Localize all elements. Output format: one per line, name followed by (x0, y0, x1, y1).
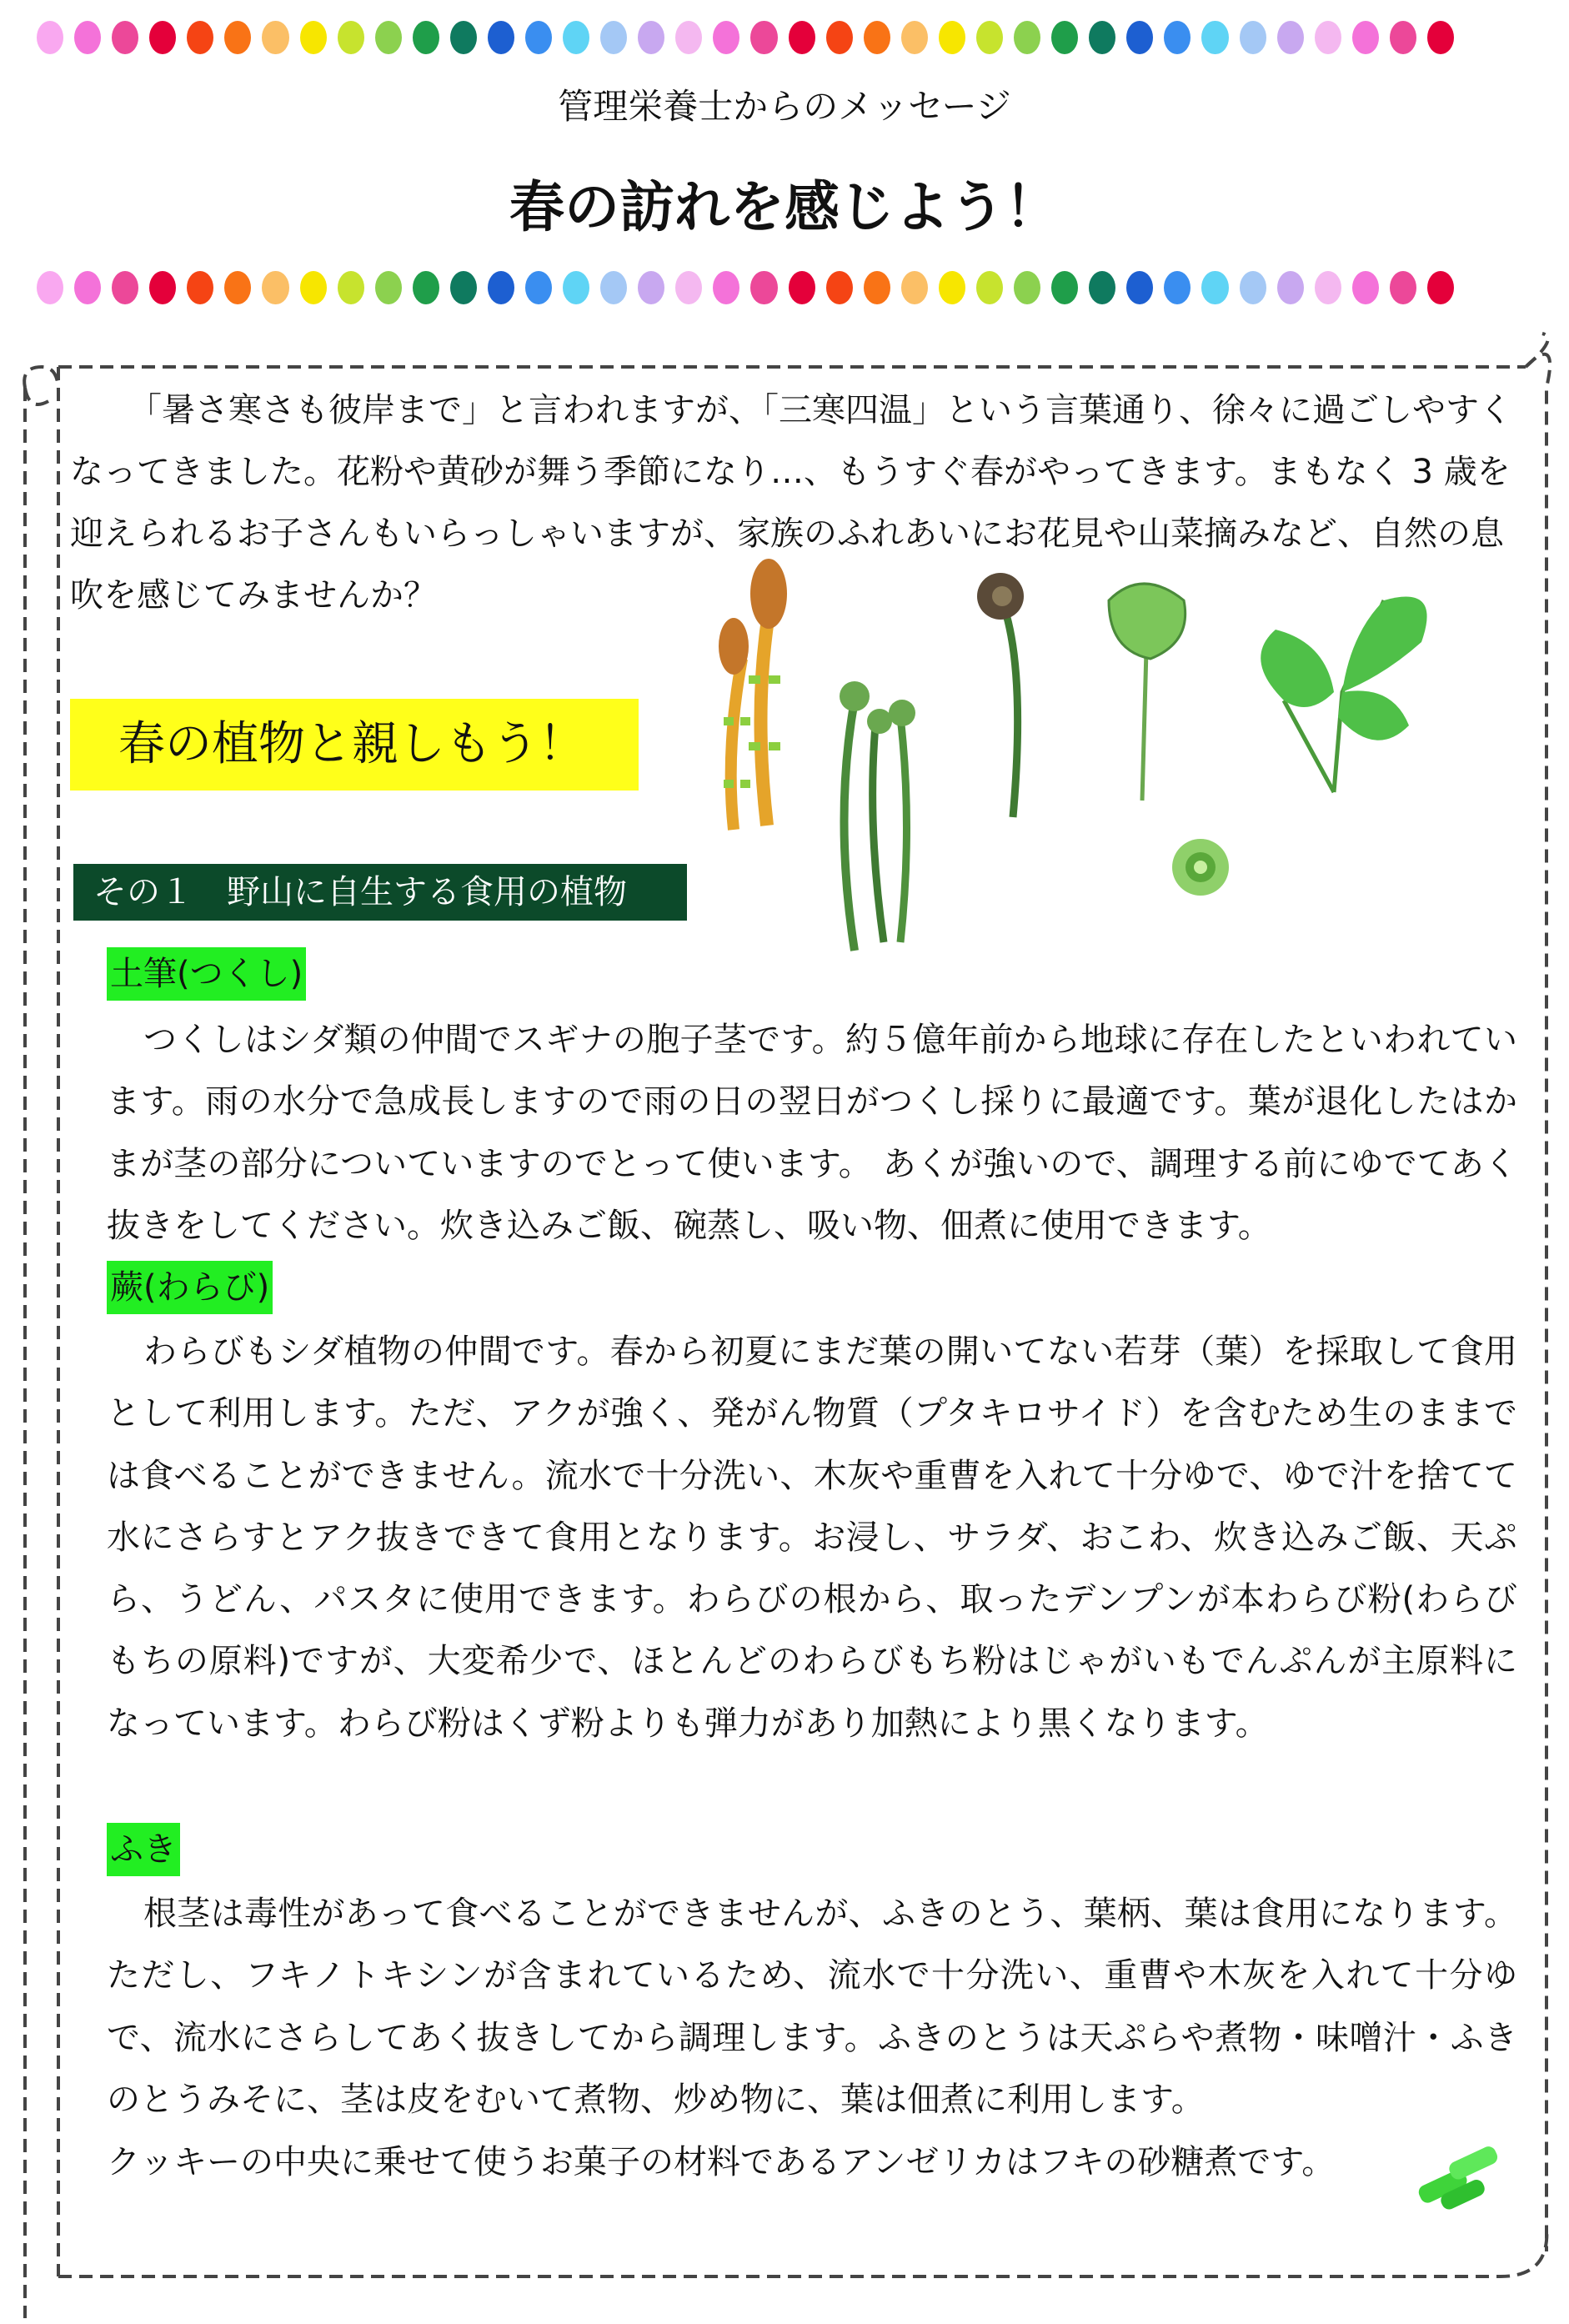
fukinotou-icon (1172, 839, 1229, 896)
decorative-dot (864, 271, 890, 304)
page-subtitle: 管理栄養士からのメッセージ (558, 86, 1011, 127)
plant-heading-fuki: ふき (107, 1823, 180, 1876)
dot-border-bottom (37, 271, 1454, 308)
decorative-dot (864, 21, 890, 54)
intro-paragraph: 「暑さ寒さも彼岸まで」と言われますが、「三寒四温」という言葉通り、徐々に過ごしやすくなってきました。花粉や黄砂が舞う季節になり…、もうすぐ春がやってきます。まもなく 3 歳を迎えられるお子さんもいらっしゃいますが、家族のふれあいにお花見や山菜摘みなど、自然の息吹を感じてみませんか？ (70, 391, 1512, 615)
decorative-dot (1315, 21, 1341, 54)
decorative-dot (262, 271, 288, 304)
decorative-dot (638, 21, 664, 54)
decorative-dot (187, 271, 213, 304)
decorative-dot (450, 271, 477, 304)
three-leaf-plant-icon (1261, 597, 1426, 792)
decorative-dot (74, 21, 101, 54)
decorative-dot (488, 271, 514, 304)
decorative-dot (375, 271, 402, 304)
decorative-dot (112, 21, 138, 54)
decorative-dot (224, 21, 251, 54)
decorative-dot (563, 21, 589, 54)
plant-text-warabi: わらびもシダ植物の仲間です。春から初夏にまだ葉の開いてない若芽（葉）を採取して食用として利用します。ただ、アクが強く、発がん物質（プタキロサイド）を含むため生のままでは食べることができません。流水で十分洗い、木灰や重曹を入れて十分ゆで、ゆで汁を捨てて水にさらすとアク抜きできて食用となります。お浸し、サラダ、おこわ、炊き込みご飯、天ぷら、うどん、パスタに使用できます。わらびの根から、取ったデンプンが本わらび粉(わらびもちの原料)ですが、大変希少で、ほとんどのわらびもち粉はじゃがいもでんぷんが主原料になっています。わらび粉はくず粉よりも弾力があり加熱により黒くなります。 (107, 1333, 1517, 1743)
decorative-dot (789, 21, 815, 54)
tsukushi-icon (719, 559, 787, 830)
decorative-dot (338, 271, 364, 304)
decorative-dot (112, 271, 138, 304)
decorative-dot (675, 21, 702, 54)
decorative-dot (1315, 271, 1341, 304)
angelica-icon (1409, 2143, 1517, 2218)
decorative-dot (1164, 21, 1191, 54)
decorative-dot (149, 21, 176, 54)
decorative-dot (1089, 271, 1115, 304)
decorative-dot (1352, 21, 1379, 54)
decorative-dot (713, 21, 739, 54)
plant-text-fuki: 根茎は毒性があって食べることができませんが、ふきのとう、葉柄、葉は食用になります。ただし、フキノトキシンが含まれているため、流水で十分洗い、重曹や木灰を入れて十分ゆで、流水にさらしてあく抜きしてから調理します。ふきのとうは天ぷらや煮物・味噌汁・ふきのとうみそに、茎は皮をむいて煮物、炒め物に、葉は佃煮に利用します。 (107, 1895, 1517, 2119)
decorative-dot (901, 21, 928, 54)
decorative-dot (750, 271, 777, 304)
decorative-dot (187, 21, 213, 54)
decorative-dot (224, 271, 251, 304)
decorative-dot (976, 21, 1003, 54)
decorative-dot (1014, 271, 1040, 304)
decorative-dot (525, 21, 552, 54)
decorative-dot (638, 271, 664, 304)
warabi-icon (840, 681, 915, 951)
plant-note-angelica: クッキーの中央に乗せて使うお菓子の材料であるアンゼリカはフキの砂糖煮です。 (107, 2143, 1336, 2181)
decorative-dot (1427, 21, 1454, 54)
decorative-dot (826, 21, 853, 54)
decorative-dot (450, 21, 477, 54)
decorative-dot (600, 271, 627, 304)
decorative-dot (563, 271, 589, 304)
decorative-dot (1051, 271, 1078, 304)
page-title: 春の訪れを感じよう！ (509, 175, 1060, 239)
plant-heading-tsukushi: 土筆(つくし) (107, 947, 306, 1001)
decorative-dot (37, 271, 63, 304)
decorative-dot (74, 271, 101, 304)
decorative-dot (1126, 21, 1153, 54)
decorative-dot (1352, 271, 1379, 304)
decorative-dot (939, 271, 965, 304)
plant-heading-warabi: 蕨(わらび) (107, 1261, 273, 1314)
decorative-dot (826, 271, 853, 304)
decorative-dot (375, 21, 402, 54)
decorative-dot (413, 21, 439, 54)
spring-plants-banner: 春の植物と親しもう！ (70, 699, 639, 791)
decorative-dot (300, 271, 327, 304)
decorative-dot (713, 271, 739, 304)
dot-border-top (37, 21, 1454, 58)
decorative-dot (675, 271, 702, 304)
decorative-dot (37, 21, 63, 54)
decorative-dot (789, 271, 815, 304)
decorative-dot (1390, 21, 1416, 54)
decorative-dot (600, 21, 627, 54)
plant-text-tsukushi: つくしはシダ類の仲間でスギナの胞子茎です。約５億年前から地球に存在したといわれています。雨の水分で急成長しますので雨の日の翌日がつくし採りに最適です。葉が退化したはかまが茎の部分についていますのでとって使います。 あくが強いので、調理する前にゆでてあく抜きをしてください。炊き込みご飯、碗蒸し、吸い物、佃煮に使用できます。 (107, 1021, 1517, 1245)
decorative-dot (1126, 271, 1153, 304)
decorative-dot (1277, 21, 1304, 54)
section-heading: その１ 野山に自生する食用の植物 (73, 864, 687, 921)
decorative-dot (976, 271, 1003, 304)
decorative-dot (1201, 271, 1228, 304)
decorative-dot (1089, 21, 1115, 54)
decorative-dot (488, 21, 514, 54)
decorative-dot (413, 271, 439, 304)
decorative-dot (1390, 271, 1416, 304)
fern-sprout-icon (977, 573, 1024, 817)
decorative-dot (1427, 271, 1454, 304)
decorative-dot (1164, 271, 1191, 304)
decorative-dot (1014, 21, 1040, 54)
decorative-dot (1201, 21, 1228, 54)
decorative-dot (262, 21, 288, 54)
decorative-dot (300, 21, 327, 54)
decorative-dot (939, 21, 965, 54)
decorative-dot (525, 271, 552, 304)
decorative-dot (1240, 21, 1266, 54)
decorative-dot (149, 271, 176, 304)
decorative-dot (1240, 271, 1266, 304)
fuki-leaf-icon (1109, 584, 1186, 801)
spring-plants-illustration (675, 550, 1442, 967)
decorative-dot (750, 21, 777, 54)
decorative-dot (1277, 271, 1304, 304)
decorative-dot (901, 271, 928, 304)
decorative-dot (338, 21, 364, 54)
decorative-dot (1051, 21, 1078, 54)
